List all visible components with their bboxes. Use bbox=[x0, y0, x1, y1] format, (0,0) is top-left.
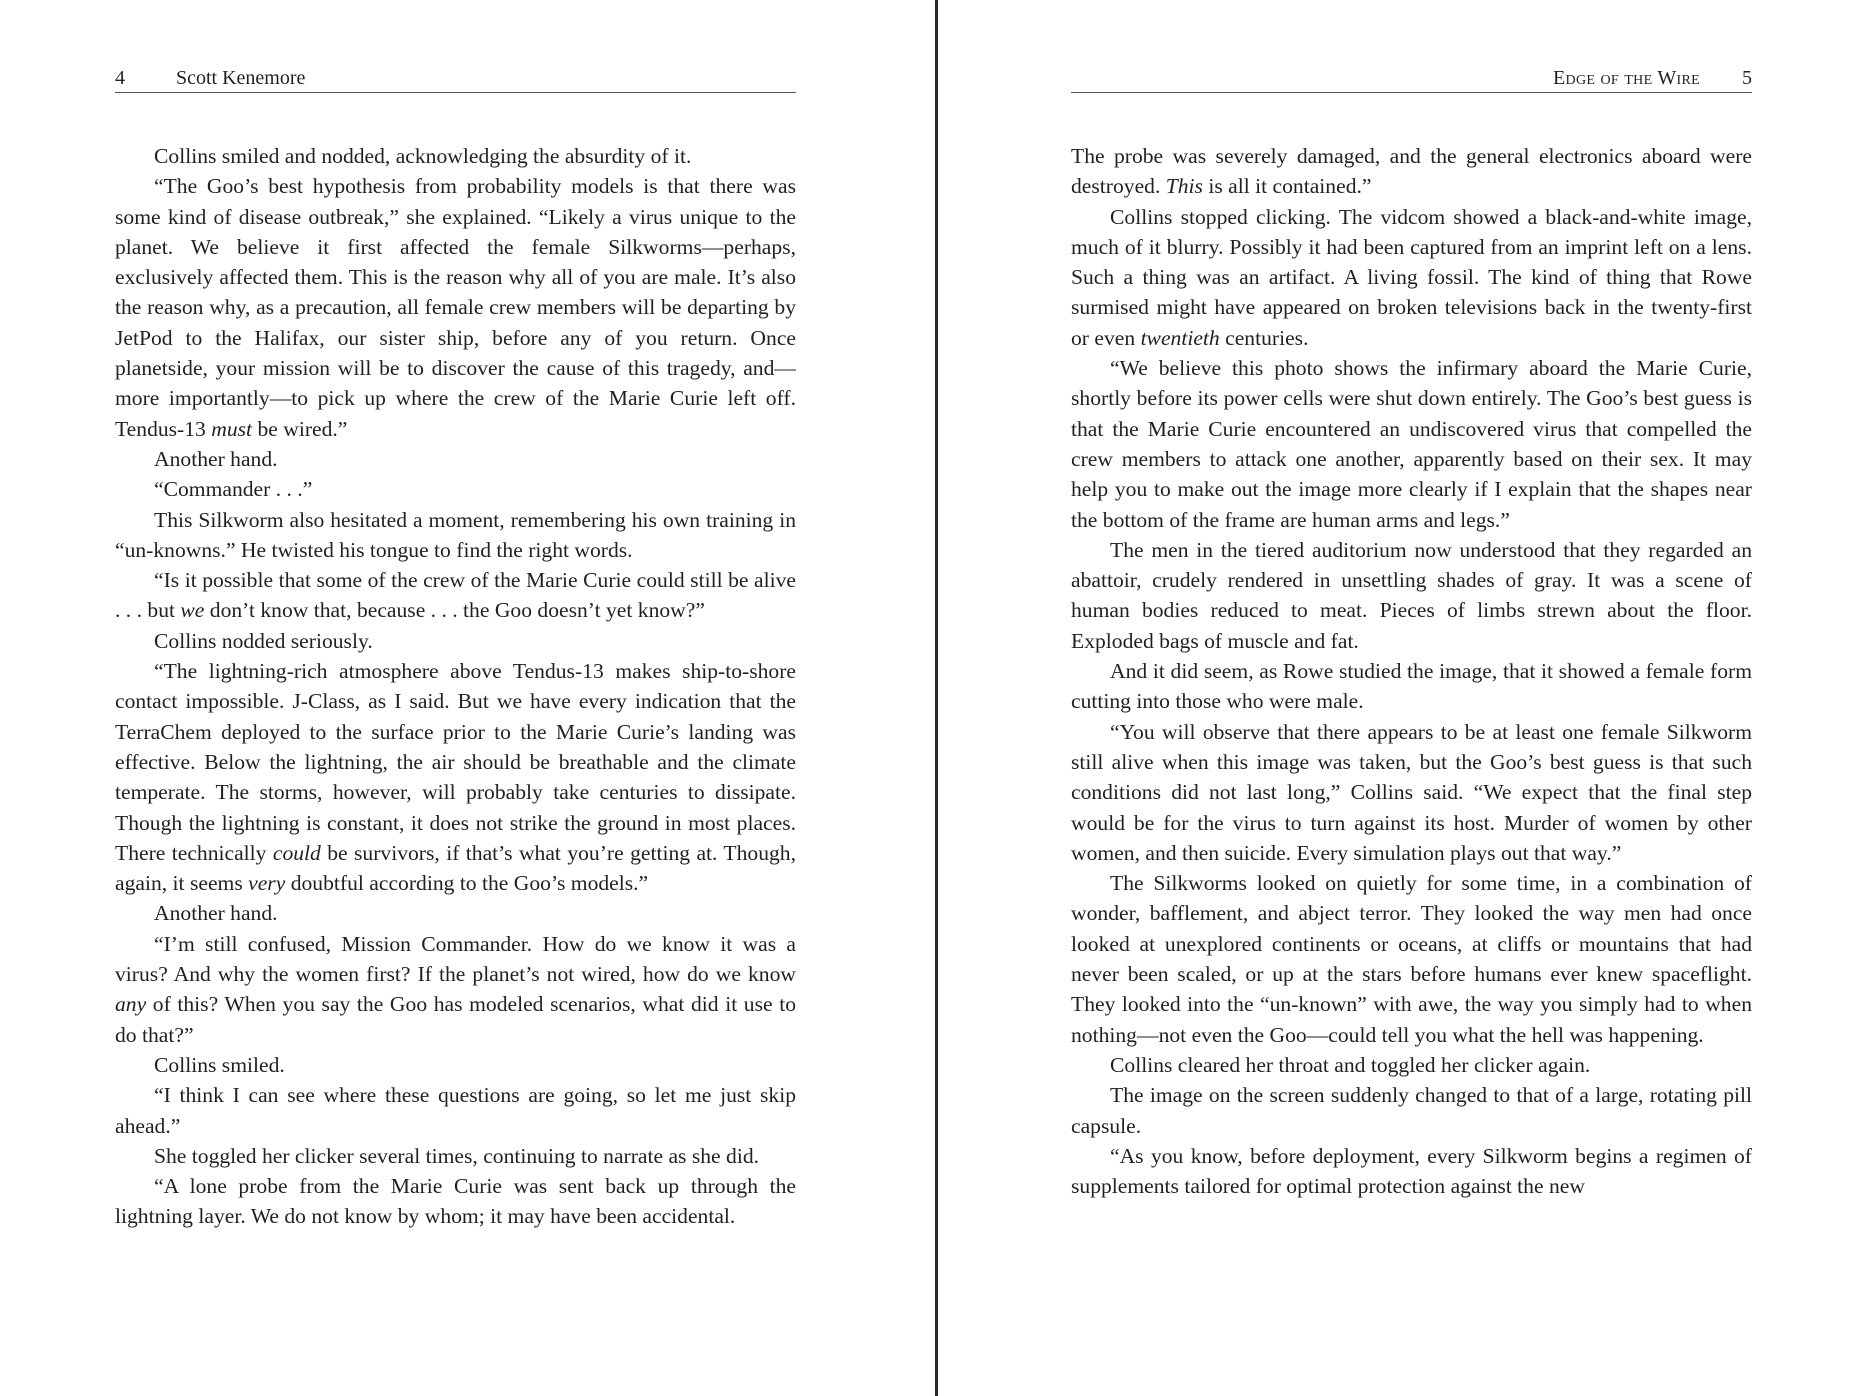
paragraph bbox=[115, 141, 796, 171]
paragraph bbox=[1071, 717, 1752, 868]
text-run: be survivors, if that’s what you’re getting at. Though, again, it seems bbox=[115, 840, 797, 896]
text-run: is all it contained.” bbox=[1202, 174, 1372, 199]
paragraph bbox=[115, 898, 796, 928]
text-run: Collins smiled. bbox=[154, 1052, 285, 1077]
paragraph bbox=[115, 929, 796, 1050]
paragraph bbox=[115, 1080, 796, 1141]
text-run: “As you know, before deployment, every Silkworm begins a regimen of supplements tailored for optimal protection against the new bbox=[1071, 1143, 1752, 1199]
italic-text: could bbox=[272, 840, 321, 865]
text-run: centuries. bbox=[1219, 325, 1309, 350]
text-run: Collins nodded seriously. bbox=[154, 628, 373, 653]
paragraph bbox=[1071, 202, 1752, 353]
text-run: “The Goo’s best hypothesis from probability models is that there was some kind of disease outbreak,” she explained. “Likely a virus unique to the planet. We believe it first affected the female Silkworms—perhaps, exclusively affected them. This is the reason why all of you are male. It’s also the reason why, as a precaution, all female crew members will be departing by JetPod to the Halifax, our sister ship, before any of you return. Once planetside, your mission will be to discover the cause of this tragedy, and—more importantly—to pick up where the crew of the Marie Curie left off. Tendus-13 bbox=[115, 174, 796, 441]
text-run: of this? When you say the Goo has modeled scenarios, what did it use to do that?” bbox=[115, 992, 796, 1047]
text-run: “A lone probe from the Marie Curie was sent back up through the lightning layer. We do not know by whom; it may have been accidental. bbox=[115, 1174, 796, 1229]
left-page-number: 4 bbox=[115, 67, 125, 89]
paragraph bbox=[115, 626, 796, 656]
text-run: “Is it possible that some of the crew of the Marie Curie could still be alive . . . but bbox=[115, 568, 796, 623]
text-run: And it did seem, as Rowe studied the image, that it showed a female form cutting into those who were male. bbox=[1071, 659, 1752, 714]
paragraph bbox=[115, 1050, 796, 1080]
text-run: Collins stopped clicking. The vidcom showed a black-and-white image, much of it blurry. Possibly it had been captured from an imprint left on a lens. Such a thing was an artifact. A living fossil. The kind of thing that Rowe surmised might have appeared on broken televisions back in the twenty-first or even bbox=[1071, 204, 1752, 350]
right-page bbox=[938, 0, 1862, 1396]
right-page-number: 5 bbox=[1742, 67, 1752, 89]
text-run: “We believe this photo shows the infirmary aboard the Marie Curie, shortly before its power cells were shut down entirely. The Goo’s best guess is that the Marie Curie encountered an undiscovered virus that compelled the crew members to attack one another, apparently based on their sex. It may help you to make out the image more clearly if I explain that the shapes near the bottom of the frame are human arms and legs.” bbox=[1071, 356, 1752, 532]
text-run: This Silkworm also hesitated a moment, remembering his own training in “un-knowns.” He twisted his tongue to find the right words. bbox=[115, 507, 796, 562]
title-running-head: Edge of the Wire bbox=[1553, 67, 1700, 89]
text-run: Collins cleared her throat and toggled her clicker again. bbox=[1110, 1052, 1591, 1077]
text-run: She toggled her clicker several times, continuing to narrate as she did. bbox=[154, 1143, 760, 1168]
paragraph bbox=[1071, 1141, 1752, 1202]
right-running-header bbox=[1071, 62, 1752, 93]
text-run: be wired.” bbox=[252, 416, 348, 441]
right-page-body bbox=[1071, 141, 1752, 1201]
paragraph bbox=[115, 656, 796, 898]
italic-text: very bbox=[248, 871, 286, 896]
paragraph bbox=[115, 474, 796, 504]
paragraph bbox=[115, 1141, 796, 1171]
text-run: “You will observe that there appears to be at least one female Silkworm still alive when this image was taken, but the Goo’s best guess is that such conditions did not last long,” Collins said. “We expect that the final step would be for the virus to turn against its host. Murder of women by other women, and then suicide. Every simulation plays out that way.” bbox=[1071, 719, 1752, 865]
paragraph bbox=[115, 505, 796, 566]
paragraph bbox=[1071, 353, 1752, 535]
text-run: don’t know that, because . . . the Goo doesn’t yet know?” bbox=[204, 598, 705, 623]
text-run: “I think I can see where these questions are going, so let me just skip ahead.” bbox=[115, 1083, 796, 1138]
paragraph bbox=[1071, 141, 1752, 202]
text-run: Another hand. bbox=[154, 446, 278, 471]
paragraph bbox=[115, 565, 796, 626]
paragraph bbox=[1071, 868, 1752, 1050]
author-running-head: Scott Kenemore bbox=[176, 67, 306, 89]
text-run: The image on the screen suddenly changed to that of a large, rotating pill capsule. bbox=[1071, 1083, 1752, 1138]
paragraph bbox=[115, 444, 796, 474]
left-running-header bbox=[115, 62, 796, 93]
italic-text: This bbox=[1165, 174, 1203, 199]
text-run: The men in the tiered auditorium now understood that they regarded an abattoir, crudely rendered in unsettling shades of gray. It was a scene of human bodies reduced to meat. Pieces of limbs strewn about the floor. Exploded bags of muscle and fat. bbox=[1071, 537, 1752, 653]
text-run: The probe was severely damaged, and the general electronics aboard were destroyed. bbox=[1071, 144, 1752, 199]
text-run: The Silkworms looked on quietly for some time, in a combination of wonder, bafflement, and abject terror. They looked the way men had once looked at unexplored continents or oceans, at cliffs or mountains that had never been scaled, or up at the stars before humans ever knew spaceflight. They looked into the “un-known” with awe, the way you simply had to when nothing—not even the Goo—could tell you what the hell was happening. bbox=[1071, 871, 1752, 1047]
paragraph bbox=[1071, 535, 1752, 656]
text-run: “The lightning-rich atmosphere above Tendus-13 makes ship-to-shore contact impossible. J-Class, as I said. But we have every indication that the TerraChem deployed to the surface prior to the Marie Curie’s landing was effective. Below the lightning, the air should be breathable and the climate temperate. The storms, however, will probably take centuries to dissipate. Though the lightning is constant, it does not strike the ground in most places. There technically bbox=[115, 659, 796, 865]
paragraph bbox=[1071, 656, 1752, 717]
text-run: Collins smiled and nodded, acknowledging the absurdity of it. bbox=[154, 144, 692, 168]
italic-text: we bbox=[180, 598, 205, 623]
left-page-body bbox=[115, 141, 796, 1232]
text-run: Another hand. bbox=[154, 901, 278, 926]
paragraph bbox=[115, 171, 796, 444]
italic-text: twentieth bbox=[1140, 325, 1220, 350]
paragraph bbox=[115, 1171, 796, 1232]
italic-text: must bbox=[211, 416, 253, 441]
paragraph bbox=[1071, 1050, 1752, 1080]
text-run: doubtful according to the Goo’s models.” bbox=[285, 871, 649, 896]
text-run: “Commander . . .” bbox=[154, 477, 313, 502]
italic-text: any bbox=[115, 992, 147, 1017]
text-run: “I’m still confused, Mission Commander. How do we know it was a virus? And why the women first? If the planet’s not wired, how do we know bbox=[115, 931, 796, 987]
paragraph bbox=[1071, 1080, 1752, 1141]
